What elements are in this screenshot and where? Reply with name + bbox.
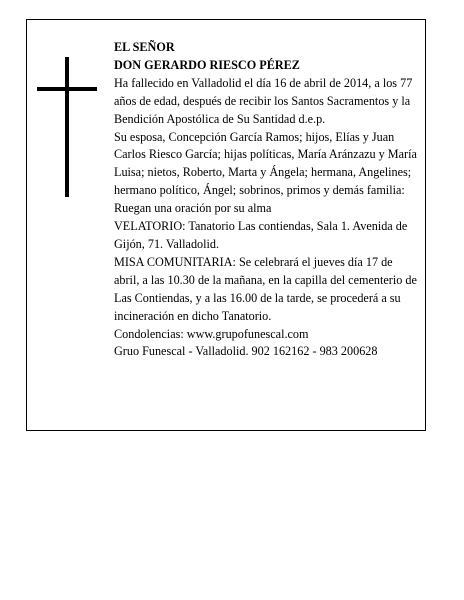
prayer-request: Ruegan una oración por su alma (114, 201, 272, 216)
family-list: Su esposa, Concepción García Ramos; hijos, Elías y Juan Carlos Riesco García; hijas políticas, María Aránzazu y María Luisa; nietos, Roberto, Marta y Ángela; hermana, Angelines; hermano político, Ángel; sobrinos, primos y demás familia: (114, 129, 417, 198)
notice-body (114, 39, 420, 361)
condolences-link: Condolencias: www.grupofunescal.com (114, 326, 309, 341)
deceased-name: DON GERARDO RIESCO PÉREZ (114, 57, 300, 72)
cross-icon-bar (37, 87, 97, 91)
mass-info: MISA COMUNITARIA: Se celebrará el jueves día 17 de abril, a las 10.30 de la mañana, en la capilla del cementerio de Las Contiendas, y a las 16.00 de la tarde, se procederá a su incineración en dicho Tanatorio. (114, 254, 417, 323)
wake-info: VELATORIO: Tanatorio Las contiendas, Sala 1. Avenida de Gijón, 71. Valladolid. (114, 219, 408, 251)
funeral-home-contact: Gruo Funescal - Valladolid. 902 162162 - 983 200628 (114, 344, 378, 359)
notice-title: EL SEÑOR (114, 40, 175, 54)
cross-icon (65, 57, 69, 197)
obituary-notice (26, 19, 426, 431)
death-announcement: Ha fallecido en Valladolid el día 16 de abril de 2014, a los 77 años de edad, después de recibir los Santos Sacramentos y la Bendición Apostólica de Su Santidad d.e.p. (114, 75, 413, 126)
